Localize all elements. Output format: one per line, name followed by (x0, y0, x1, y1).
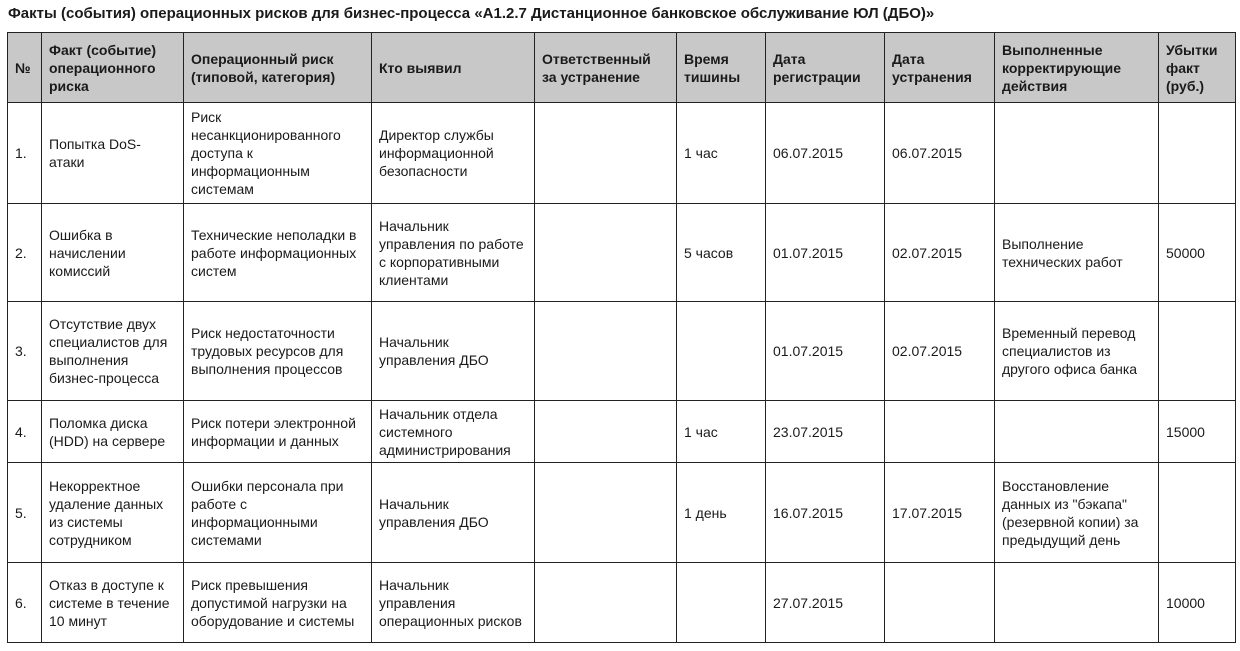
cell-risk: Ошибки персонала при работе с информационными системами (184, 463, 372, 563)
cell-silence-time (677, 302, 766, 401)
cell-silence-time: 5 часов (677, 204, 766, 302)
cell-fact: Поломка диска (HDD) на сервере (42, 401, 184, 463)
cell-responsible (535, 204, 677, 302)
cell-loss (1159, 463, 1236, 563)
cell-responsible (535, 302, 677, 401)
header-actions: Выполненные корректирующие действия (995, 33, 1159, 103)
cell-loss: 50000 (1159, 204, 1236, 302)
header-silence-time: Время тишины (677, 33, 766, 103)
cell-registration-date: 27.07.2015 (766, 563, 885, 643)
cell-responsible (535, 401, 677, 463)
header-fact: Факт (событие) операционного риска (42, 33, 184, 103)
cell-registration-date: 06.07.2015 (766, 103, 885, 204)
cell-loss (1159, 103, 1236, 204)
cell-num: 5. (8, 463, 42, 563)
cell-fact: Отсутствие двух специалистов для выполнения бизнес-процесса (42, 302, 184, 401)
cell-risk: Риск несанкционированного доступа к информационным системам (184, 103, 372, 204)
table-row (8, 302, 1236, 401)
risk-events-table (7, 32, 1236, 643)
cell-fix-date (885, 401, 995, 463)
header-num: № (8, 33, 42, 103)
cell-fix-date: 02.07.2015 (885, 204, 995, 302)
cell-detected-by: Начальник управления ДБО (372, 463, 535, 563)
table-row (8, 401, 1236, 463)
cell-fix-date: 06.07.2015 (885, 103, 995, 204)
cell-actions: Выполнение технических работ (995, 204, 1159, 302)
cell-fix-date (885, 563, 995, 643)
table-row (8, 463, 1236, 563)
cell-detected-by: Начальник управления операционных рисков (372, 563, 535, 643)
cell-registration-date: 01.07.2015 (766, 204, 885, 302)
document-title: Факты (события) операционных рисков для бизнес-процесса «А1.2.7 Дистанционное банковское обслуживание ЮЛ (ДБО)» (8, 5, 935, 22)
cell-risk: Риск недостаточности трудовых ресурсов для выполнения процессов (184, 302, 372, 401)
cell-detected-by: Начальник отдела системного администрирования (372, 401, 535, 463)
cell-fact: Ошибка в начислении комиссий (42, 204, 184, 302)
cell-fact: Попытка DoS-атаки (42, 103, 184, 204)
cell-num: 2. (8, 204, 42, 302)
cell-responsible (535, 463, 677, 563)
cell-detected-by: Директор службы информационной безопасности (372, 103, 535, 204)
cell-silence-time: 1 день (677, 463, 766, 563)
cell-num: 4. (8, 401, 42, 463)
cell-actions: Временный перевод специалистов из другого офиса банка (995, 302, 1159, 401)
cell-num: 1. (8, 103, 42, 204)
cell-num: 3. (8, 302, 42, 401)
cell-fact: Некорректное удаление данных из системы сотрудником (42, 463, 184, 563)
cell-fix-date: 02.07.2015 (885, 302, 995, 401)
header-detected-by: Кто выявил (372, 33, 535, 103)
cell-actions (995, 103, 1159, 204)
cell-fix-date: 17.07.2015 (885, 463, 995, 563)
cell-risk: Технические неполадки в работе информационных систем (184, 204, 372, 302)
cell-detected-by: Начальник управления ДБО (372, 302, 535, 401)
header-responsible: Ответственный за устранение (535, 33, 677, 103)
cell-actions: Восстановление данных из "бэкапа" (резервной копии) за предыдущий день (995, 463, 1159, 563)
header-row (8, 33, 1236, 103)
cell-loss: 15000 (1159, 401, 1236, 463)
header-risk: Операционный риск (типовой, категория) (184, 33, 372, 103)
cell-fact: Отказ в доступе к системе в течение 10 минут (42, 563, 184, 643)
table-row (8, 103, 1236, 204)
cell-silence-time (677, 563, 766, 643)
cell-silence-time: 1 час (677, 401, 766, 463)
cell-risk: Риск превышения допустимой нагрузки на оборудование и системы (184, 563, 372, 643)
header-loss: Убытки факт (руб.) (1159, 33, 1236, 103)
cell-actions (995, 401, 1159, 463)
header-fix-date: Дата устранения (885, 33, 995, 103)
cell-detected-by: Начальник управления по работе с корпоративными клиентами (372, 204, 535, 302)
cell-loss: 10000 (1159, 563, 1236, 643)
cell-responsible (535, 563, 677, 643)
cell-responsible (535, 103, 677, 204)
table-row (8, 563, 1236, 643)
cell-registration-date: 16.07.2015 (766, 463, 885, 563)
cell-num: 6. (8, 563, 42, 643)
header-registration-date: Дата регистрации (766, 33, 885, 103)
cell-loss (1159, 302, 1236, 401)
cell-silence-time: 1 час (677, 103, 766, 204)
cell-registration-date: 01.07.2015 (766, 302, 885, 401)
table-row (8, 204, 1236, 302)
cell-actions (995, 563, 1159, 643)
cell-registration-date: 23.07.2015 (766, 401, 885, 463)
cell-risk: Риск потери электронной информации и данных (184, 401, 372, 463)
